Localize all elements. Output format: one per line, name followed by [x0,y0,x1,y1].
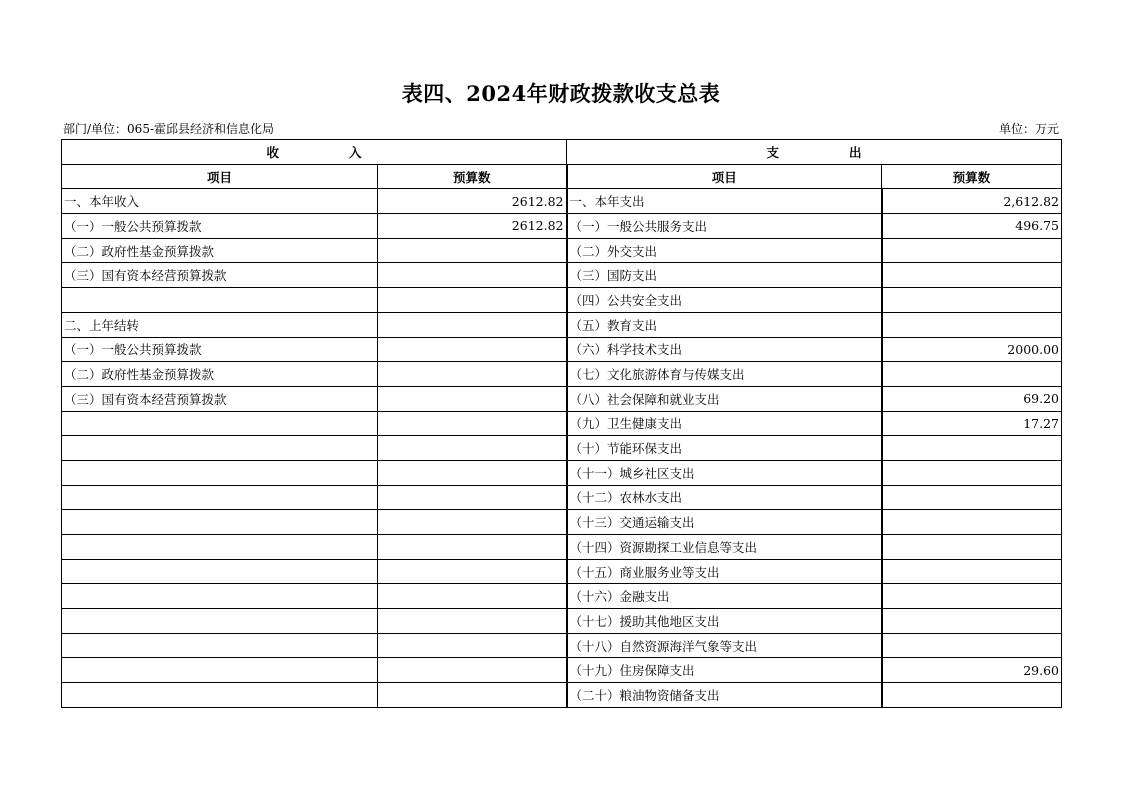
income-amount-cell: 2612.82 [378,189,567,214]
income-amount-cell [378,485,567,510]
expense-amount-cell: 2,612.82 [882,189,1062,214]
expense-item-cell: （十三）交通运输支出 [567,510,882,535]
expense-item-cell: （二十）粮油物资储备支出 [567,683,882,708]
table-row [62,485,1062,510]
table-row [62,362,1062,387]
expense-item-cell: 一、本年支出 [567,189,882,214]
table-row [62,337,1062,362]
expense-item-cell: （十七）援助其他地区支出 [567,609,882,634]
table-row [62,263,1062,288]
expense-section-char1: 支 [766,144,779,160]
expense-amount-cell: 496.75 [882,214,1062,239]
income-item-cell [62,510,378,535]
expense-amount-column-header: 预算数 [882,164,1062,189]
table-row [62,214,1062,239]
income-amount-cell: 2612.82 [378,214,567,239]
table-row [62,460,1062,485]
expense-item-cell: （十四）资源勘探工业信息等支出 [567,535,882,560]
table-row [62,609,1062,634]
expense-amount-cell [882,362,1062,387]
department-label: 部门/单位：065-霍邱县经济和信息化局 [63,122,275,136]
report-title: 表四、2024年财政拨款收支总表 [401,81,721,106]
income-amount-cell [378,411,567,436]
table-body [62,189,1062,707]
income-amount-cell [378,386,567,411]
expense-item-cell: （三）国防支出 [567,263,882,288]
income-amount-cell [378,288,567,313]
expense-item-cell: （十一）城乡社区支出 [567,460,882,485]
unit-label: 单位：万元 [998,122,1059,136]
expense-amount-cell [882,683,1062,708]
income-item-cell: （三）国有资本经营预算拨款 [62,263,378,288]
expense-amount-cell [882,238,1062,263]
expense-amount-cell [882,436,1062,461]
income-amount-cell [378,263,567,288]
income-item-cell [62,288,378,313]
income-item-cell [62,584,378,609]
budget-summary-table [61,139,1062,708]
expense-item-cell: （十六）金融支出 [567,584,882,609]
income-item-cell: （二）政府性基金预算拨款 [62,362,378,387]
expense-item-cell: （六）科学技术支出 [567,337,882,362]
income-item-cell [62,485,378,510]
expense-section-header [567,140,1062,165]
income-amount-cell [378,312,567,337]
income-item-cell: 二、上年结转 [62,312,378,337]
income-item-cell: （一）一般公共预算拨款 [62,337,378,362]
income-item-cell [62,535,378,560]
income-amount-cell [378,362,567,387]
income-amount-cell [378,609,567,634]
income-amount-cell [378,238,567,263]
income-section-char1: 收 [266,144,279,160]
table-row [62,411,1062,436]
expense-item-cell: （五）教育支出 [567,312,882,337]
expense-section-char2: 出 [849,144,862,160]
expense-item-cell: （十）节能环保支出 [567,436,882,461]
expense-item-cell: （十九）住房保障支出 [567,658,882,683]
expense-item-cell: （九）卫生健康支出 [567,411,882,436]
table-row [62,436,1062,461]
table-row [62,658,1062,683]
section-header-row [62,140,1062,165]
expense-amount-cell [882,559,1062,584]
expense-item-cell: （一）一般公共服务支出 [567,214,882,239]
expense-amount-cell [882,263,1062,288]
table-row [62,535,1062,560]
expense-item-column-header: 项目 [567,164,882,189]
income-section-header [62,140,567,165]
expense-amount-cell [882,312,1062,337]
expense-amount-cell [882,609,1062,634]
income-item-cell [62,460,378,485]
income-item-cell [62,683,378,708]
expense-amount-cell [882,460,1062,485]
income-amount-cell [378,584,567,609]
table-row [62,238,1062,263]
table-row [62,288,1062,313]
expense-amount-cell [882,510,1062,535]
expense-amount-cell: 17.27 [882,411,1062,436]
income-amount-cell [378,460,567,485]
expense-amount-cell [882,633,1062,658]
income-amount-cell [378,337,567,362]
income-item-cell [62,658,378,683]
income-item-cell [62,633,378,658]
expense-item-cell: （二）外交支出 [567,238,882,263]
expense-amount-cell [882,288,1062,313]
income-amount-column-header: 预算数 [378,164,567,189]
table-row [62,633,1062,658]
expense-item-cell: （十八）自然资源海洋气象等支出 [567,633,882,658]
income-amount-cell [378,633,567,658]
table-row [62,189,1062,214]
income-section-char2: 入 [349,144,362,160]
table-row [62,559,1062,584]
expense-item-cell: （八）社会保障和就业支出 [567,386,882,411]
table-row [62,584,1062,609]
expense-amount-cell: 29.60 [882,658,1062,683]
income-item-cell: 一、本年收入 [62,189,378,214]
income-item-cell: （三）国有资本经营预算拨款 [62,386,378,411]
income-item-cell [62,609,378,634]
expense-amount-cell [882,535,1062,560]
expense-amount-cell [882,485,1062,510]
table-row [62,510,1062,535]
income-item-cell: （二）政府性基金预算拨款 [62,238,378,263]
expense-item-cell: （十五）商业服务业等支出 [567,559,882,584]
income-amount-cell [378,436,567,461]
expense-amount-cell: 2000.00 [882,337,1062,362]
table-row [62,386,1062,411]
income-amount-cell [378,510,567,535]
column-header-row [62,164,1062,189]
table-row [62,312,1062,337]
income-item-cell [62,559,378,584]
expense-item-cell: （四）公共安全支出 [567,288,882,313]
income-item-cell [62,411,378,436]
expense-amount-cell [882,584,1062,609]
income-amount-cell [378,535,567,560]
expense-item-cell: （十二）农林水支出 [567,485,882,510]
expense-item-cell: （七）文化旅游体育与传媒支出 [567,362,882,387]
table-row [62,683,1062,708]
income-amount-cell [378,683,567,708]
income-amount-cell [378,559,567,584]
income-amount-cell [378,658,567,683]
income-item-cell: （一）一般公共预算拨款 [62,214,378,239]
expense-amount-cell: 69.20 [882,386,1062,411]
income-item-column-header: 项目 [62,164,378,189]
income-item-cell [62,436,378,461]
